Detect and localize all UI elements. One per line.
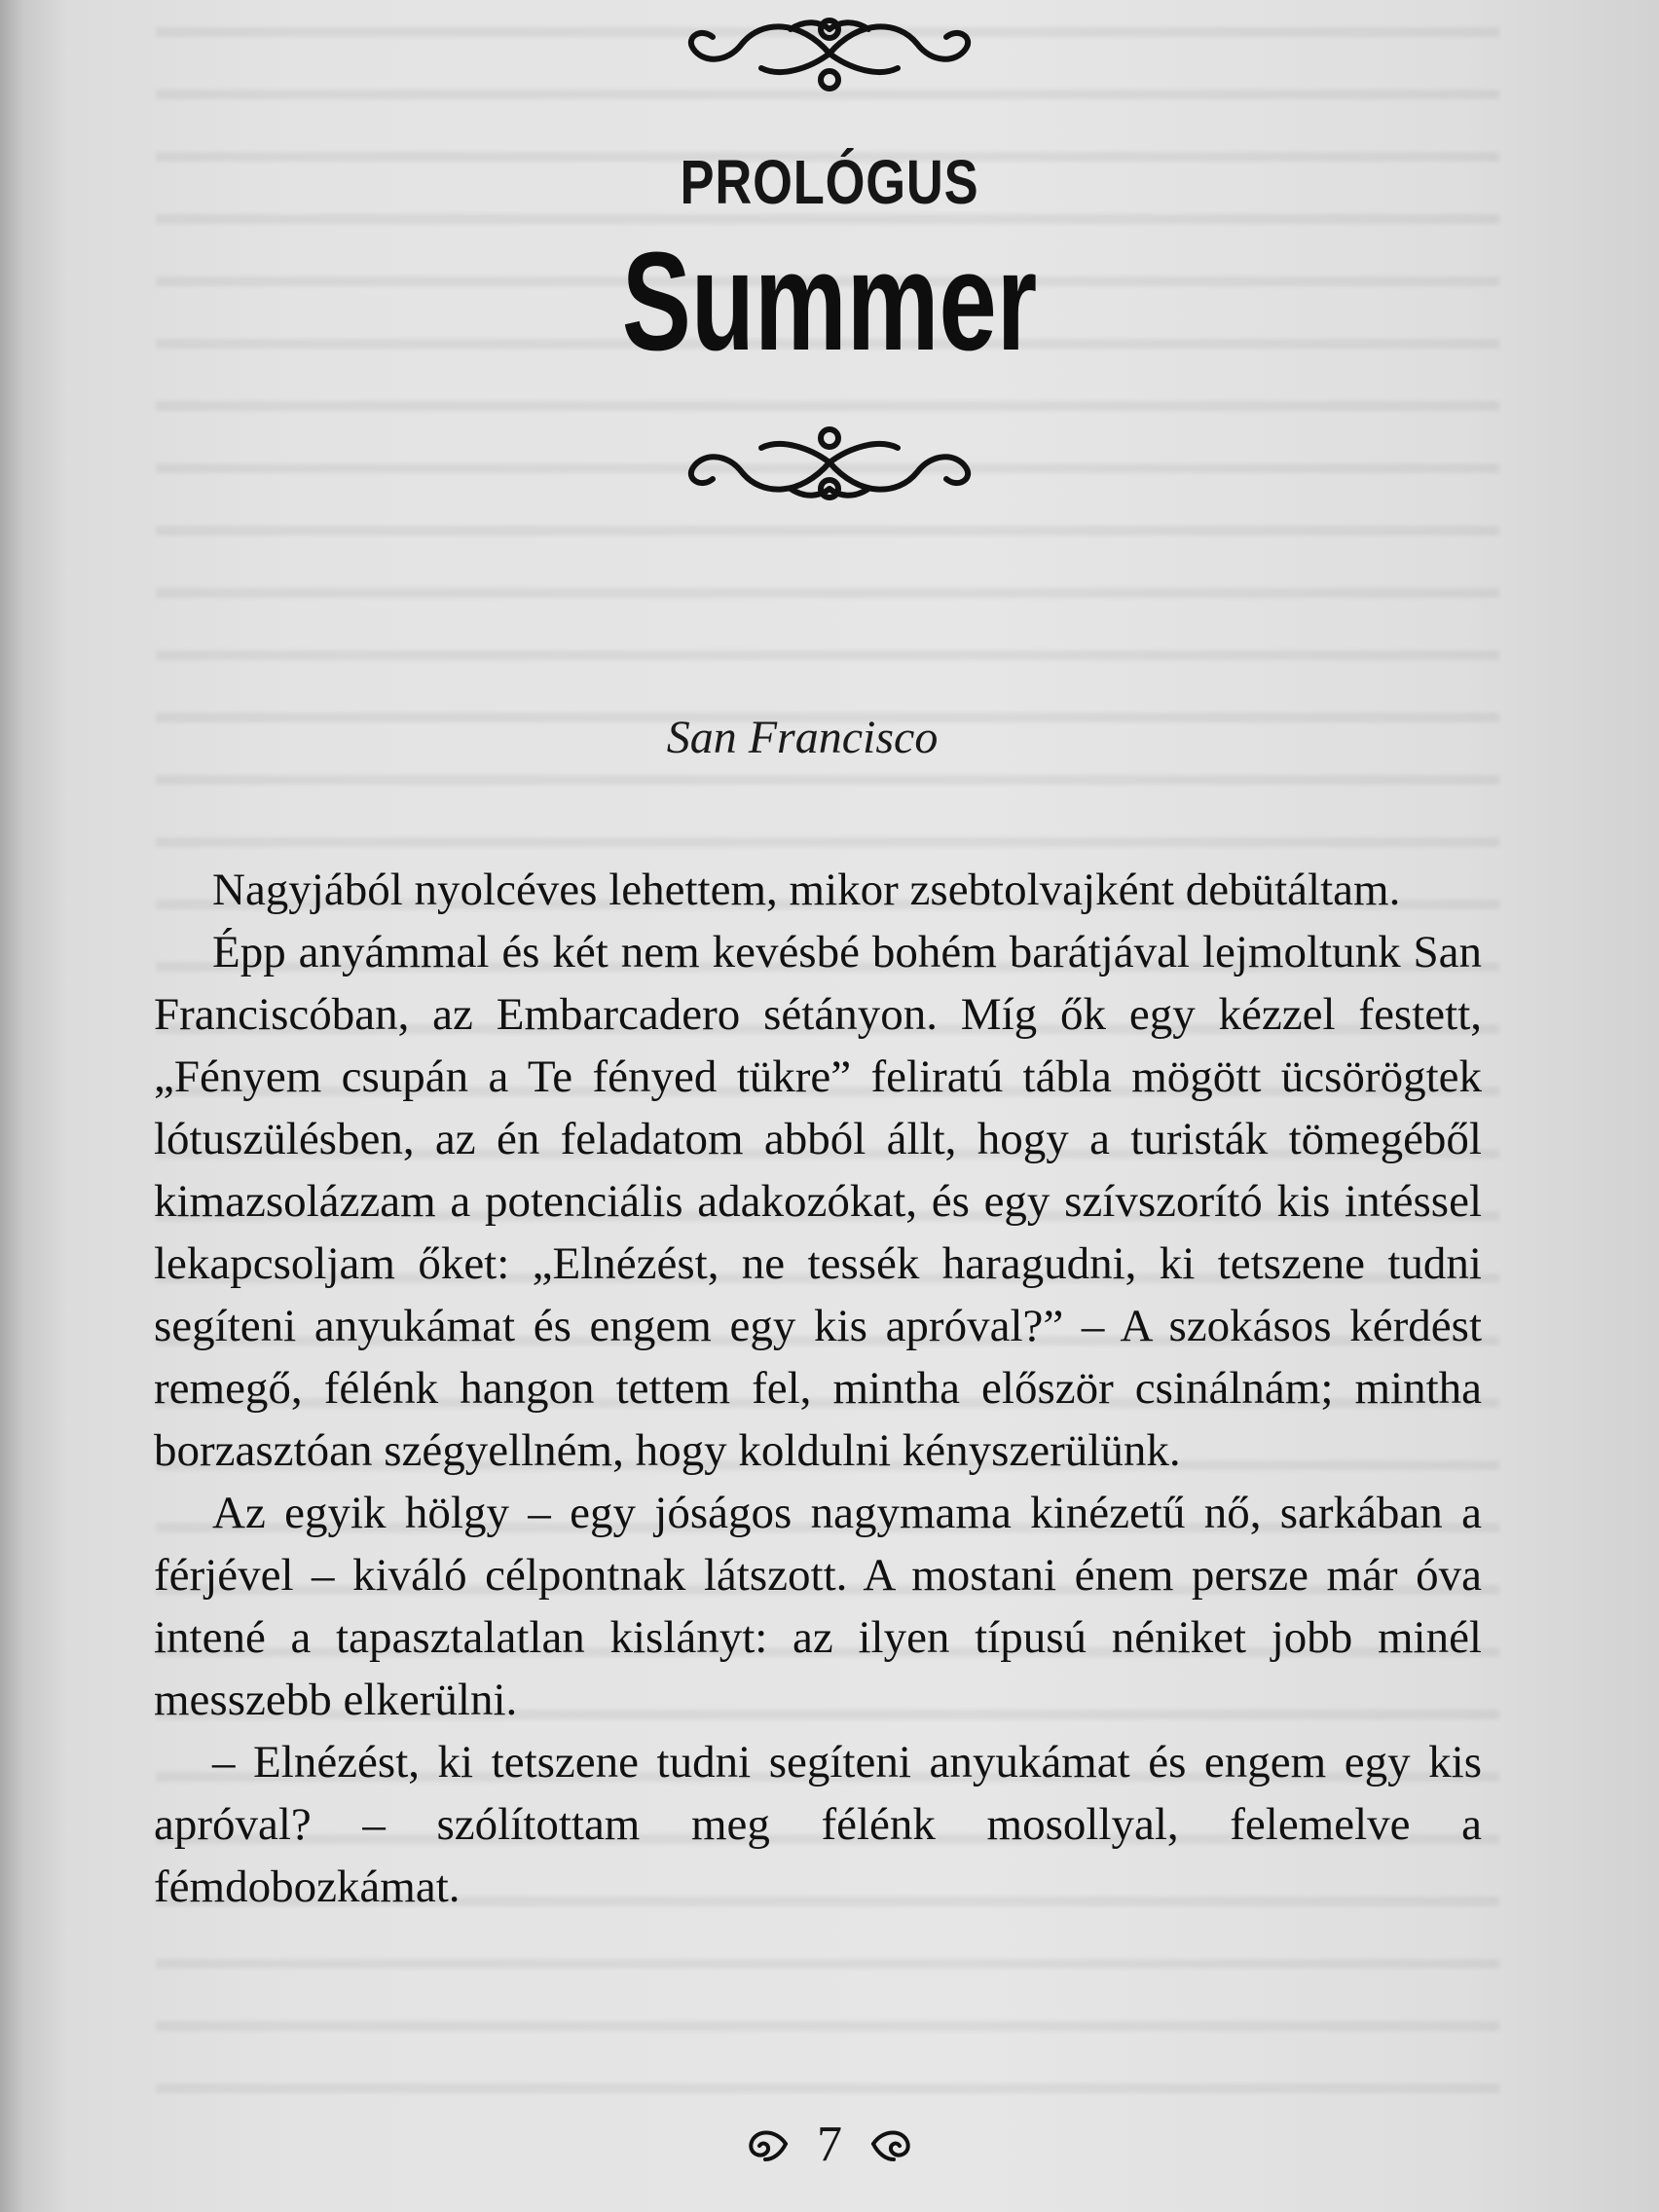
page-footer: [0, 2111, 1659, 2173]
paragraph: Az egyik hölgy – egy jóságos nagymama kinézetű nő, sarkában a férjével – kiváló célpontnak látszott. A mostani énem persze már óva intené a tapasztalatlan kislányt: az ilyen típusú néniket jobb minél messzebb elkerülni.: [154, 1488, 1482, 1725]
top-flourish-icon: [683, 10, 976, 97]
paragraph: – Elnézést, ki tetszene tudni segíteni anyukámat és engem egy kis apróval? – szólítottam meg félénk mosollyal, felemelve a fémdobozkámat.: [154, 1737, 1482, 1912]
page-number: 7: [817, 2116, 842, 2172]
chapter-title: Summer: [621, 223, 1038, 380]
paragraph: Épp anyámmal és két nem kevésbé bohém barátjával lejmoltunk San Franciscóban, az Embarcadero sétányon. Míg ők egy kézzel festett, „Fényem csupán a Te fényed tükre” feliratú tábla mögött ücsörögtek lótuszülésben, az én feladatom abból állt, hogy a turisták tömegéből kimazsolázzam a potenciális adakozókat, és egy szívszorító kis intéssel lekapcsoljam őket: „Elnézést, ne tessék haragudni, ki tetszene tudni segíteni anyukámat és engem egy kis apróval?” – A szokásos kérdést remegő, félénk hangon tettem fel, mintha először csinálnám; mintha borzasztóan szégyellném, hogy koldulni kényszerülünk.: [154, 927, 1482, 1476]
right-folio-flourish-icon: [868, 2124, 917, 2163]
chapter-label: PROLÓGUS: [680, 147, 979, 217]
bottom-flourish-icon: [683, 419, 976, 506]
location-heading: San Francisco: [666, 712, 939, 763]
body-text: [154, 859, 1482, 1918]
paragraph: Nagyjából nyolcéves lehettem, mikor zsebtolvajként debütáltam.: [212, 865, 1401, 915]
left-folio-flourish-icon: [742, 2124, 791, 2163]
